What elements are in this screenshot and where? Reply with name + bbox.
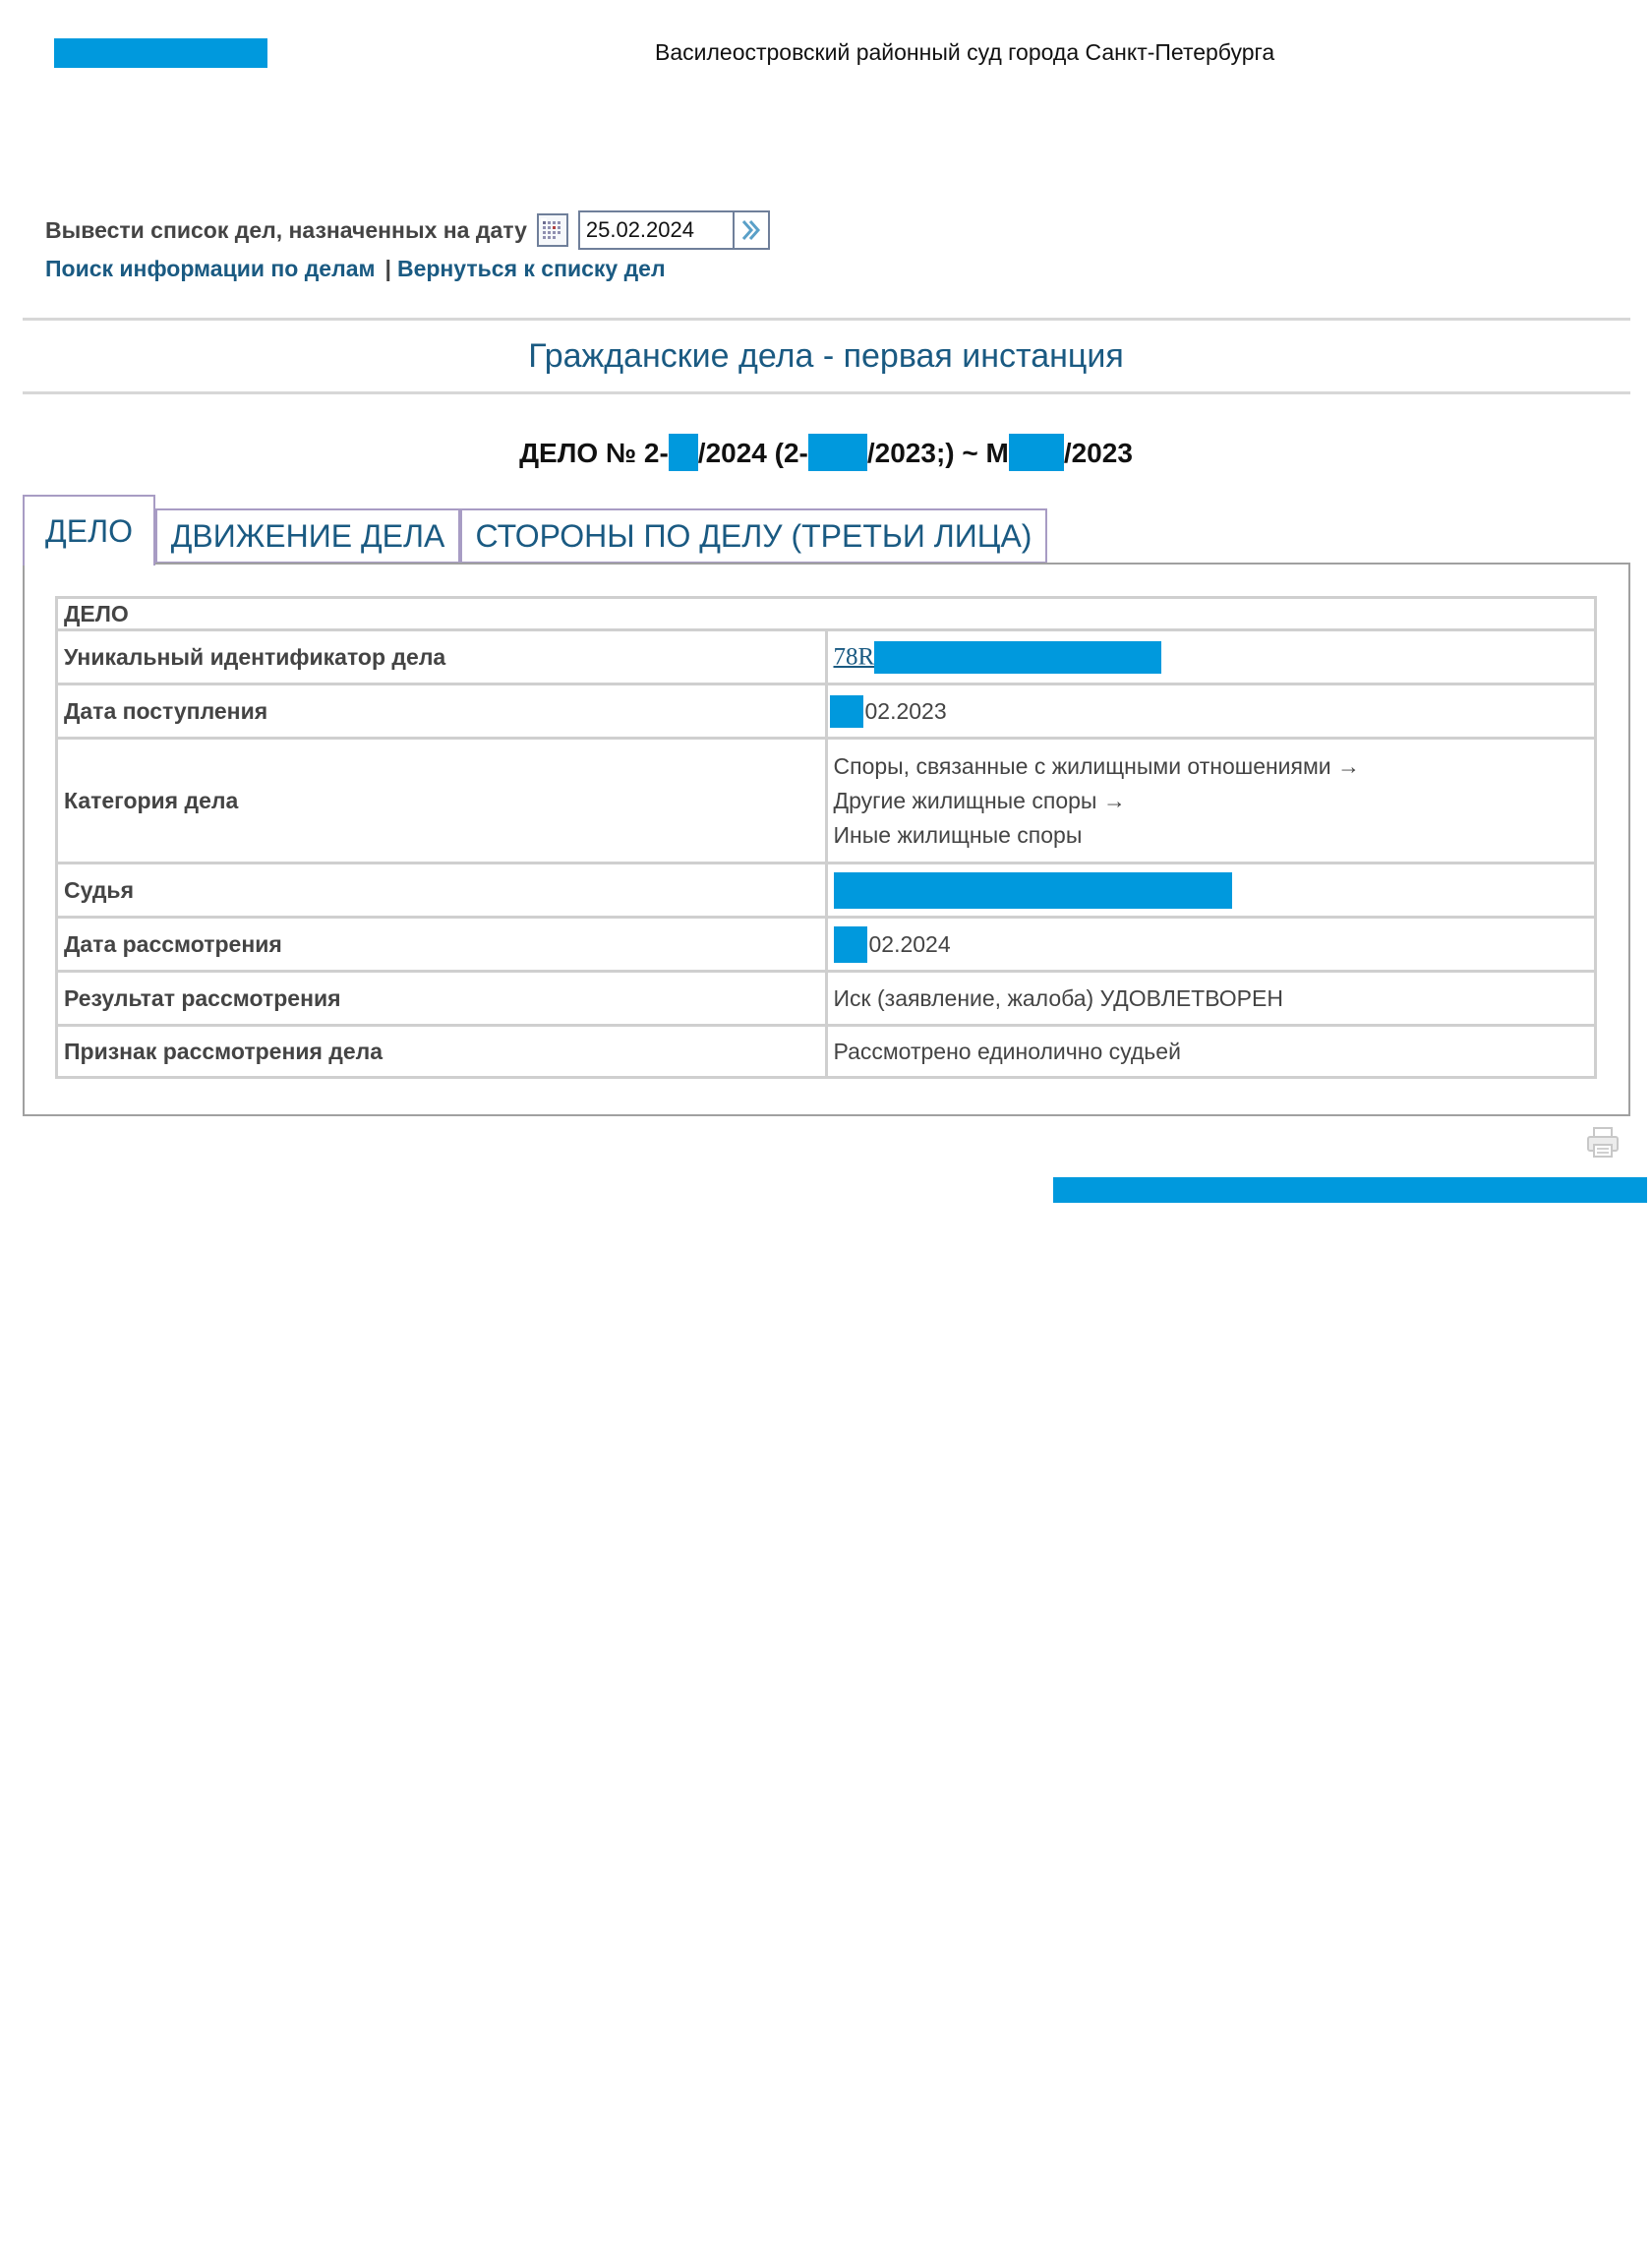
received-date-month-year: 02.2023 xyxy=(864,697,947,724)
links-separator: | xyxy=(384,256,391,281)
redacted-review-day xyxy=(834,926,867,963)
search-cases-link[interactable]: Поиск информации по делам xyxy=(45,256,376,281)
court-name: Василеостровский районный суд города Санкт-Петербурга xyxy=(655,39,1275,65)
back-to-list-link[interactable]: Вернуться к списку дел xyxy=(396,256,666,281)
redacted-case-number xyxy=(669,434,698,471)
date-input[interactable] xyxy=(578,210,733,250)
case-number-part: ДЕЛО № 2- xyxy=(519,438,669,468)
table-header: ДЕЛО xyxy=(57,598,1596,630)
case-number-part: /2023 xyxy=(1063,438,1133,468)
judge-value xyxy=(826,863,1596,918)
table-header-row xyxy=(57,598,1596,630)
divider-bottom xyxy=(23,391,1630,394)
redacted-block-footer xyxy=(1053,1177,1647,1203)
table-row xyxy=(57,685,1596,739)
uid-label: Уникальный идентификатор дела xyxy=(57,630,827,685)
nav-links xyxy=(45,256,666,282)
redacted-received-day xyxy=(830,695,863,728)
date-filter-row xyxy=(45,208,770,252)
received-date-label: Дата поступления xyxy=(57,685,827,739)
review-date-value xyxy=(826,918,1596,972)
table-row xyxy=(57,863,1596,918)
section-title: Гражданские дела - первая инстанция xyxy=(528,337,1124,375)
case-number xyxy=(0,434,1652,471)
case-number-part: /2024 (2- xyxy=(697,438,808,468)
redacted-block-header xyxy=(54,38,267,68)
sign-value: Рассмотрено единолично судьей xyxy=(826,1026,1596,1078)
case-number-part: /2023;) ~ М xyxy=(866,438,1009,468)
tab-case[interactable]: ДЕЛО xyxy=(23,495,155,566)
date-filter-label: Вывести список дел, назначенных на дату xyxy=(45,216,527,243)
table-row xyxy=(57,739,1596,863)
table-row xyxy=(57,1026,1596,1078)
category-label: Категория дела xyxy=(57,739,827,863)
review-date-month-year: 02.2024 xyxy=(868,930,951,957)
redacted-judge-name xyxy=(834,872,1232,909)
result-label: Результат рассмотрения xyxy=(57,972,827,1026)
calendar-icon[interactable] xyxy=(537,213,568,247)
uid-link[interactable]: 78R xyxy=(833,643,875,670)
redacted-uid xyxy=(874,641,1161,674)
received-date-value xyxy=(826,685,1596,739)
category-line: Споры, связанные с жилищными отношениями → xyxy=(833,752,1361,779)
sign-label: Признак рассмотрения дела xyxy=(57,1026,827,1078)
review-date-label: Дата рассмотрения xyxy=(57,918,827,972)
table-row xyxy=(57,918,1596,972)
tab-case-movement[interactable]: ДВИЖЕНИЕ ДЕЛА xyxy=(155,508,460,564)
divider-top xyxy=(23,318,1630,321)
category-line: Другие жилищные споры → xyxy=(833,787,1126,813)
judge-label: Судья xyxy=(57,863,827,918)
printer-icon[interactable] xyxy=(1585,1125,1621,1161)
uid-value xyxy=(826,630,1596,685)
redacted-material-number xyxy=(1009,434,1064,471)
category-line: Иные жилищные споры xyxy=(833,821,1083,848)
double-chevron-right-icon[interactable] xyxy=(733,210,770,250)
table-row xyxy=(57,972,1596,1026)
redacted-prior-case-number xyxy=(808,434,867,471)
tab-case-parties[interactable]: СТОРОНЫ ПО ДЕЛУ (ТРЕТЬИ ЛИЦА) xyxy=(460,508,1047,564)
case-info-table xyxy=(55,596,1597,1079)
result-value: Иск (заявление, жалоба) УДОВЛЕТВОРЕН xyxy=(826,972,1596,1026)
table-row xyxy=(57,630,1596,685)
category-value xyxy=(826,739,1596,863)
